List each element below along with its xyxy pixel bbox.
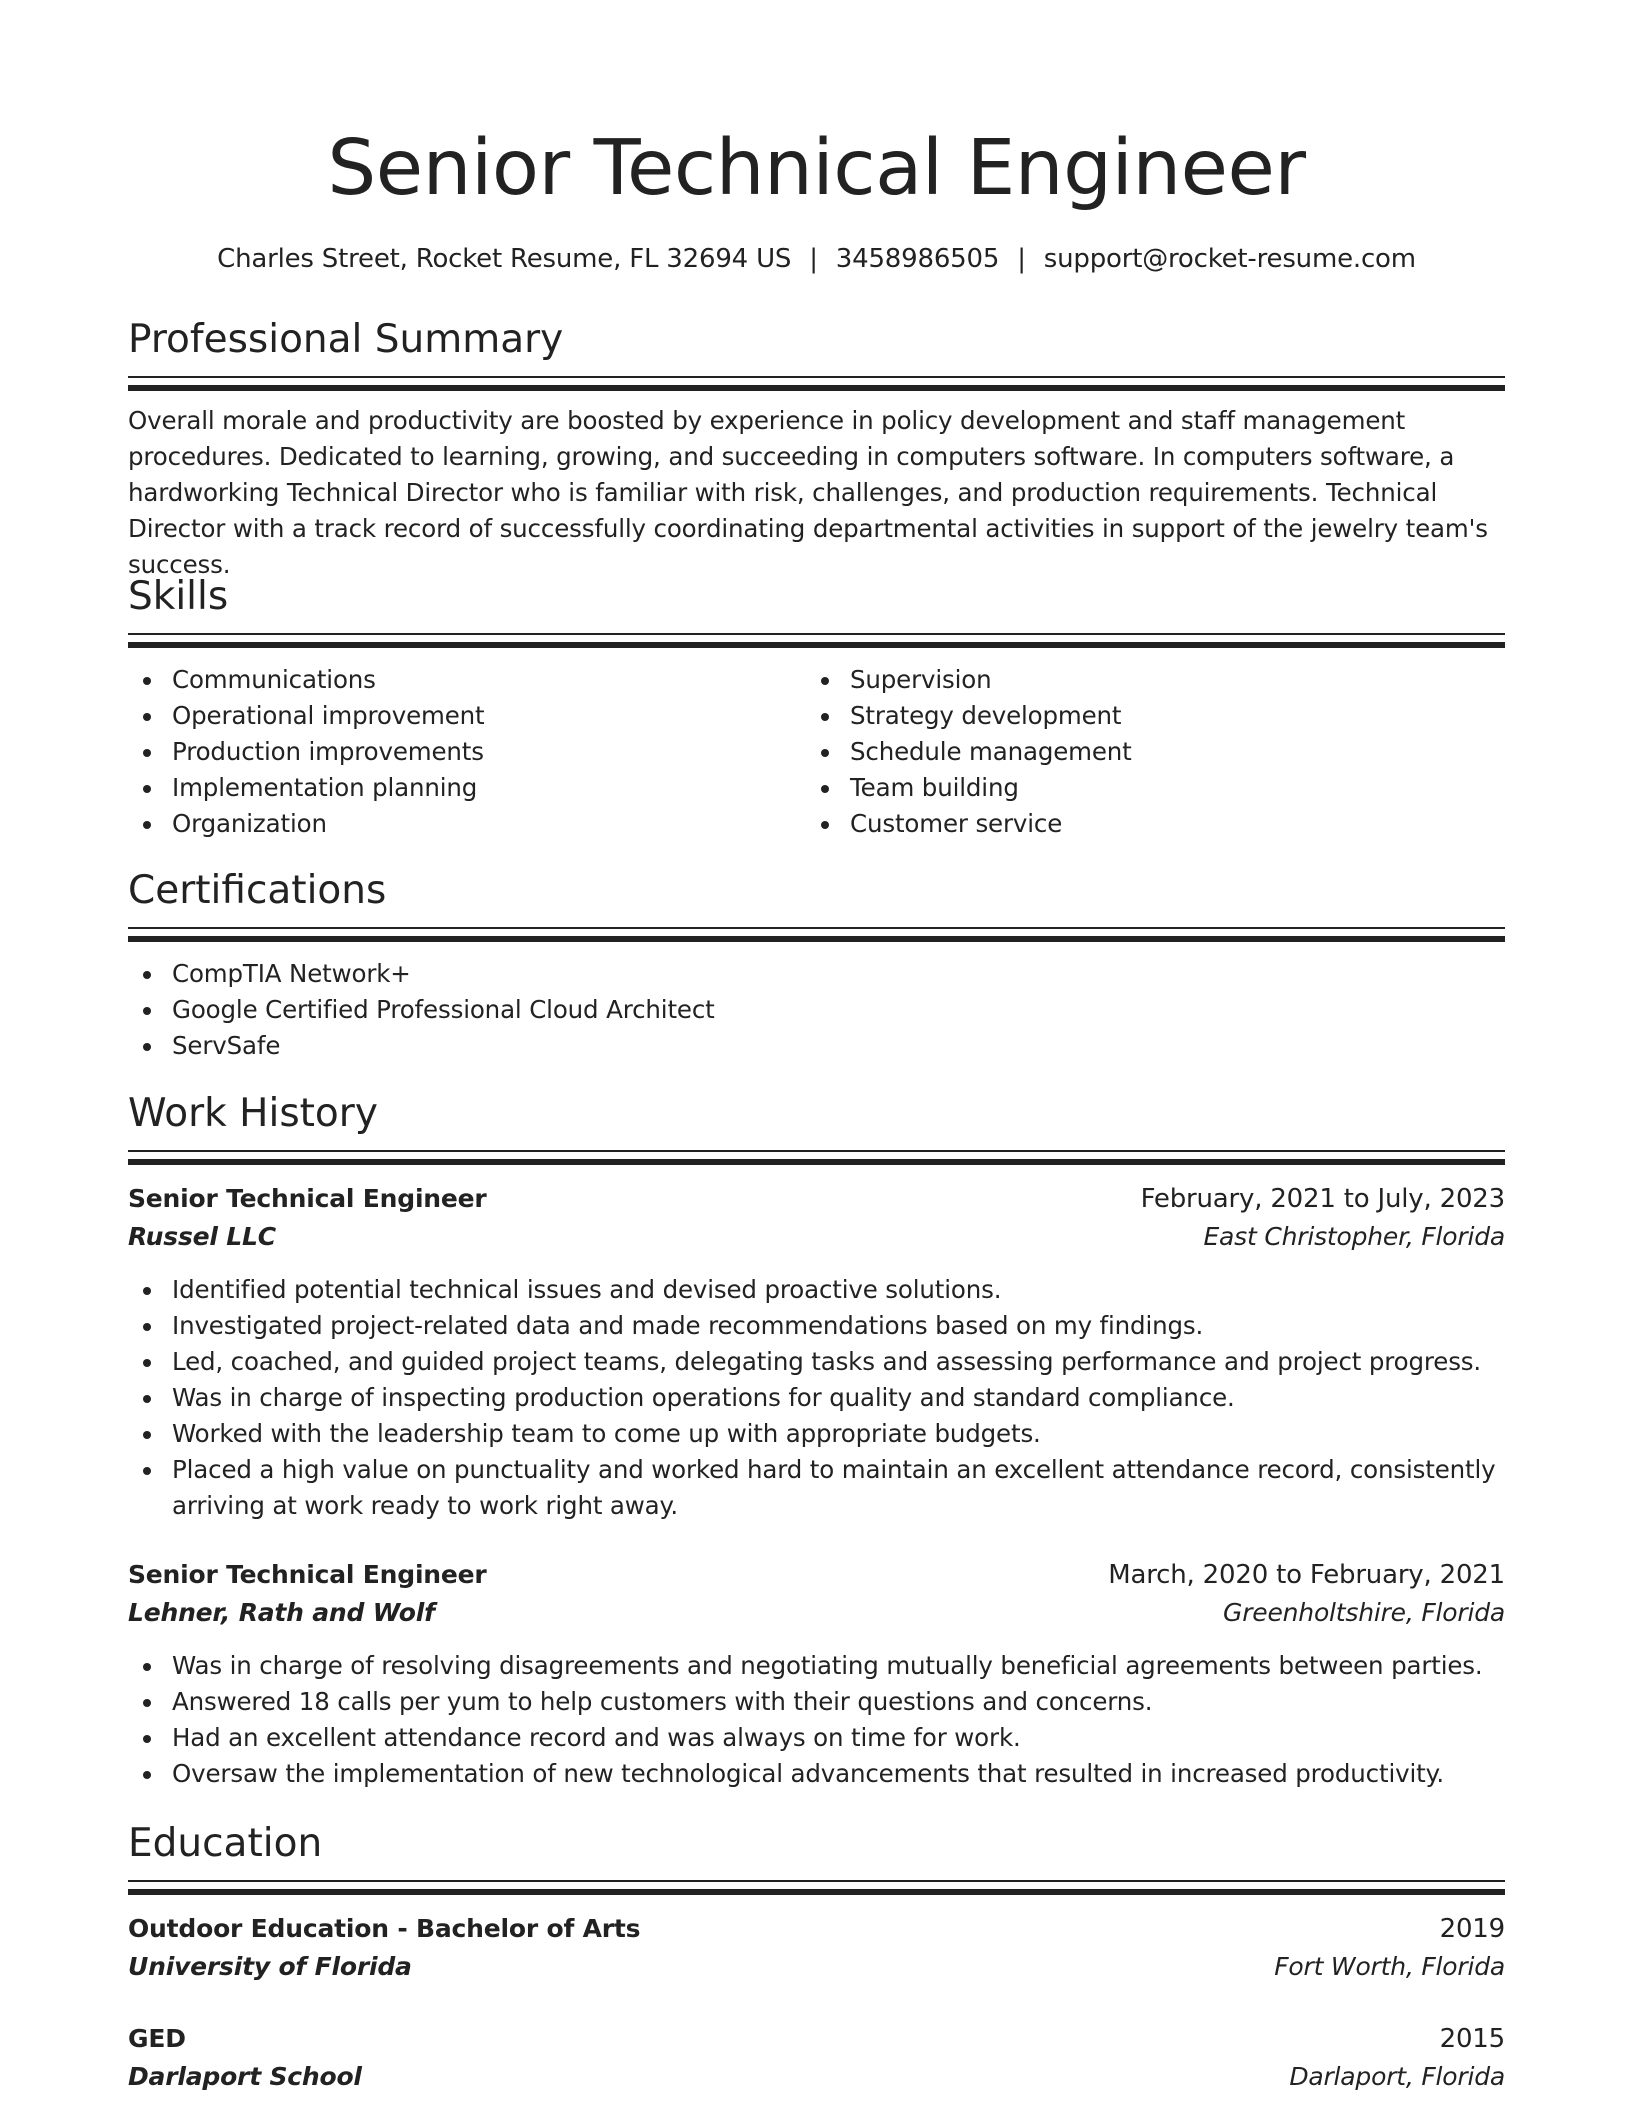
contact-phone: 3458986505	[835, 244, 1000, 274]
summary-heading: Professional Summary	[128, 317, 564, 362]
education-degree: Outdoor Education - Bachelor of Arts	[128, 1914, 641, 1943]
certification-item: Google Certified Professional Cloud Architect	[128, 992, 1505, 1028]
contact-separator: |	[1017, 244, 1026, 274]
job-entry	[128, 1180, 1505, 1524]
job-company-row	[128, 1594, 1505, 1632]
skills-list-left	[128, 662, 806, 842]
job-company: Lehner, Rath and Wolf	[128, 1598, 435, 1627]
job-company-row	[128, 1218, 1505, 1256]
skills-section	[128, 573, 1505, 842]
work-history-section	[128, 1090, 1505, 1165]
skill-item: Implementation planning	[128, 770, 806, 806]
education-entry	[128, 2020, 1505, 2096]
skill-item: Schedule management	[806, 734, 1484, 770]
summary-text: Overall morale and productivity are boosted by experience in policy development and staff management procedures. Dedicated to learning, growing, and succeeding in computers software. In computers software, a hardworking Technical Director who is familiar with risk, challenges, and production requirements. Technical Director with a track record of successfully coordinating departmental activities in support of the jewelry team's success.	[128, 406, 1488, 579]
education-header-row	[128, 2020, 1505, 2058]
certification-item: CompTIA Network+	[128, 956, 1505, 992]
job-bullet: Oversaw the implementation of new technological advancements that resulted in increased productivity.	[128, 1756, 1505, 1792]
job-dates: March, 2020 to February, 2021	[1108, 1560, 1505, 1590]
skill-item: Team building	[806, 770, 1484, 806]
skills-heading: Skills	[128, 574, 229, 619]
job-title: Senior Technical Engineer	[128, 1560, 487, 1589]
education-section	[128, 1820, 1505, 1895]
education-header-row	[128, 1910, 1505, 1948]
certification-item: ServSafe	[128, 1028, 1505, 1064]
job-bullet: Led, coached, and guided project teams, delegating tasks and assessing performance and project progress.	[128, 1344, 1505, 1380]
education-year: 2015	[1439, 2024, 1505, 2054]
education-year: 2019	[1439, 1914, 1505, 1944]
skill-item: Strategy development	[806, 698, 1484, 734]
skill-item: Production improvements	[128, 734, 806, 770]
job-entry	[128, 1556, 1505, 1792]
contact-address: Charles Street, Rocket Resume, FL 32694 US	[217, 244, 792, 274]
education-school: University of Florida	[128, 1952, 412, 1981]
section-divider	[128, 927, 1505, 942]
skill-item: Operational improvement	[128, 698, 806, 734]
section-divider	[128, 1150, 1505, 1165]
education-entry	[128, 1910, 1505, 1986]
job-bullet: Placed a high value on punctuality and worked hard to maintain an excellent attendance record, consistently arriving at work ready to work right away.	[128, 1452, 1505, 1524]
job-bullet: Identified potential technical issues and devised proactive solutions.	[128, 1272, 1505, 1308]
resume-name: Senior Technical Engineer	[327, 124, 1306, 213]
job-location: Greenholtshire, Florida	[1223, 1598, 1505, 1627]
education-location: Fort Worth, Florida	[1274, 1952, 1505, 1981]
job-bullet: Answered 18 calls per yum to help customers with their questions and concerns.	[128, 1684, 1505, 1720]
skill-item: Communications	[128, 662, 806, 698]
education-school-row	[128, 2058, 1505, 2096]
job-bullet: Worked with the leadership team to come up with appropriate budgets.	[128, 1416, 1505, 1452]
job-header-row	[128, 1180, 1505, 1218]
resume-content	[128, 0, 1505, 2091]
job-bullets	[128, 1272, 1505, 1524]
certifications-list	[128, 956, 1505, 1064]
skill-item: Customer service	[806, 806, 1484, 842]
job-location: East Christopher, Florida	[1203, 1222, 1505, 1251]
certifications-section	[128, 867, 1505, 1064]
education-heading: Education	[128, 1821, 323, 1866]
skills-list-right	[806, 662, 1484, 842]
job-header-row	[128, 1556, 1505, 1594]
contact-separator: |	[809, 244, 818, 274]
skills-grid	[128, 662, 1505, 842]
contact-email: support@rocket-resume.com	[1043, 244, 1416, 274]
job-bullet: Was in charge of resolving disagreements and negotiating mutually beneficial agreements between parties.	[128, 1648, 1505, 1684]
job-bullet: Had an excellent attendance record and was always on time for work.	[128, 1720, 1505, 1756]
contact-line	[128, 242, 1505, 276]
education-school-row	[128, 1948, 1505, 1986]
summary-section	[128, 316, 1505, 583]
certifications-heading: Certifications	[128, 868, 387, 913]
job-bullets	[128, 1648, 1505, 1792]
education-location: Darlaport, Florida	[1289, 2062, 1505, 2091]
work-history-heading: Work History	[128, 1091, 378, 1136]
skill-item: Organization	[128, 806, 806, 842]
job-bullet: Investigated project-related data and made recommendations based on my findings.	[128, 1308, 1505, 1344]
section-divider	[128, 1880, 1505, 1895]
job-company: Russel LLC	[128, 1222, 276, 1251]
education-degree: GED	[128, 2024, 186, 2053]
section-divider	[128, 633, 1505, 648]
job-title: Senior Technical Engineer	[128, 1184, 487, 1213]
education-school: Darlaport School	[128, 2062, 362, 2091]
section-divider	[128, 376, 1505, 391]
job-bullet: Was in charge of inspecting production operations for quality and standard compliance.	[128, 1380, 1505, 1416]
job-dates: February, 2021 to July, 2023	[1140, 1184, 1505, 1214]
skill-item: Supervision	[806, 662, 1484, 698]
